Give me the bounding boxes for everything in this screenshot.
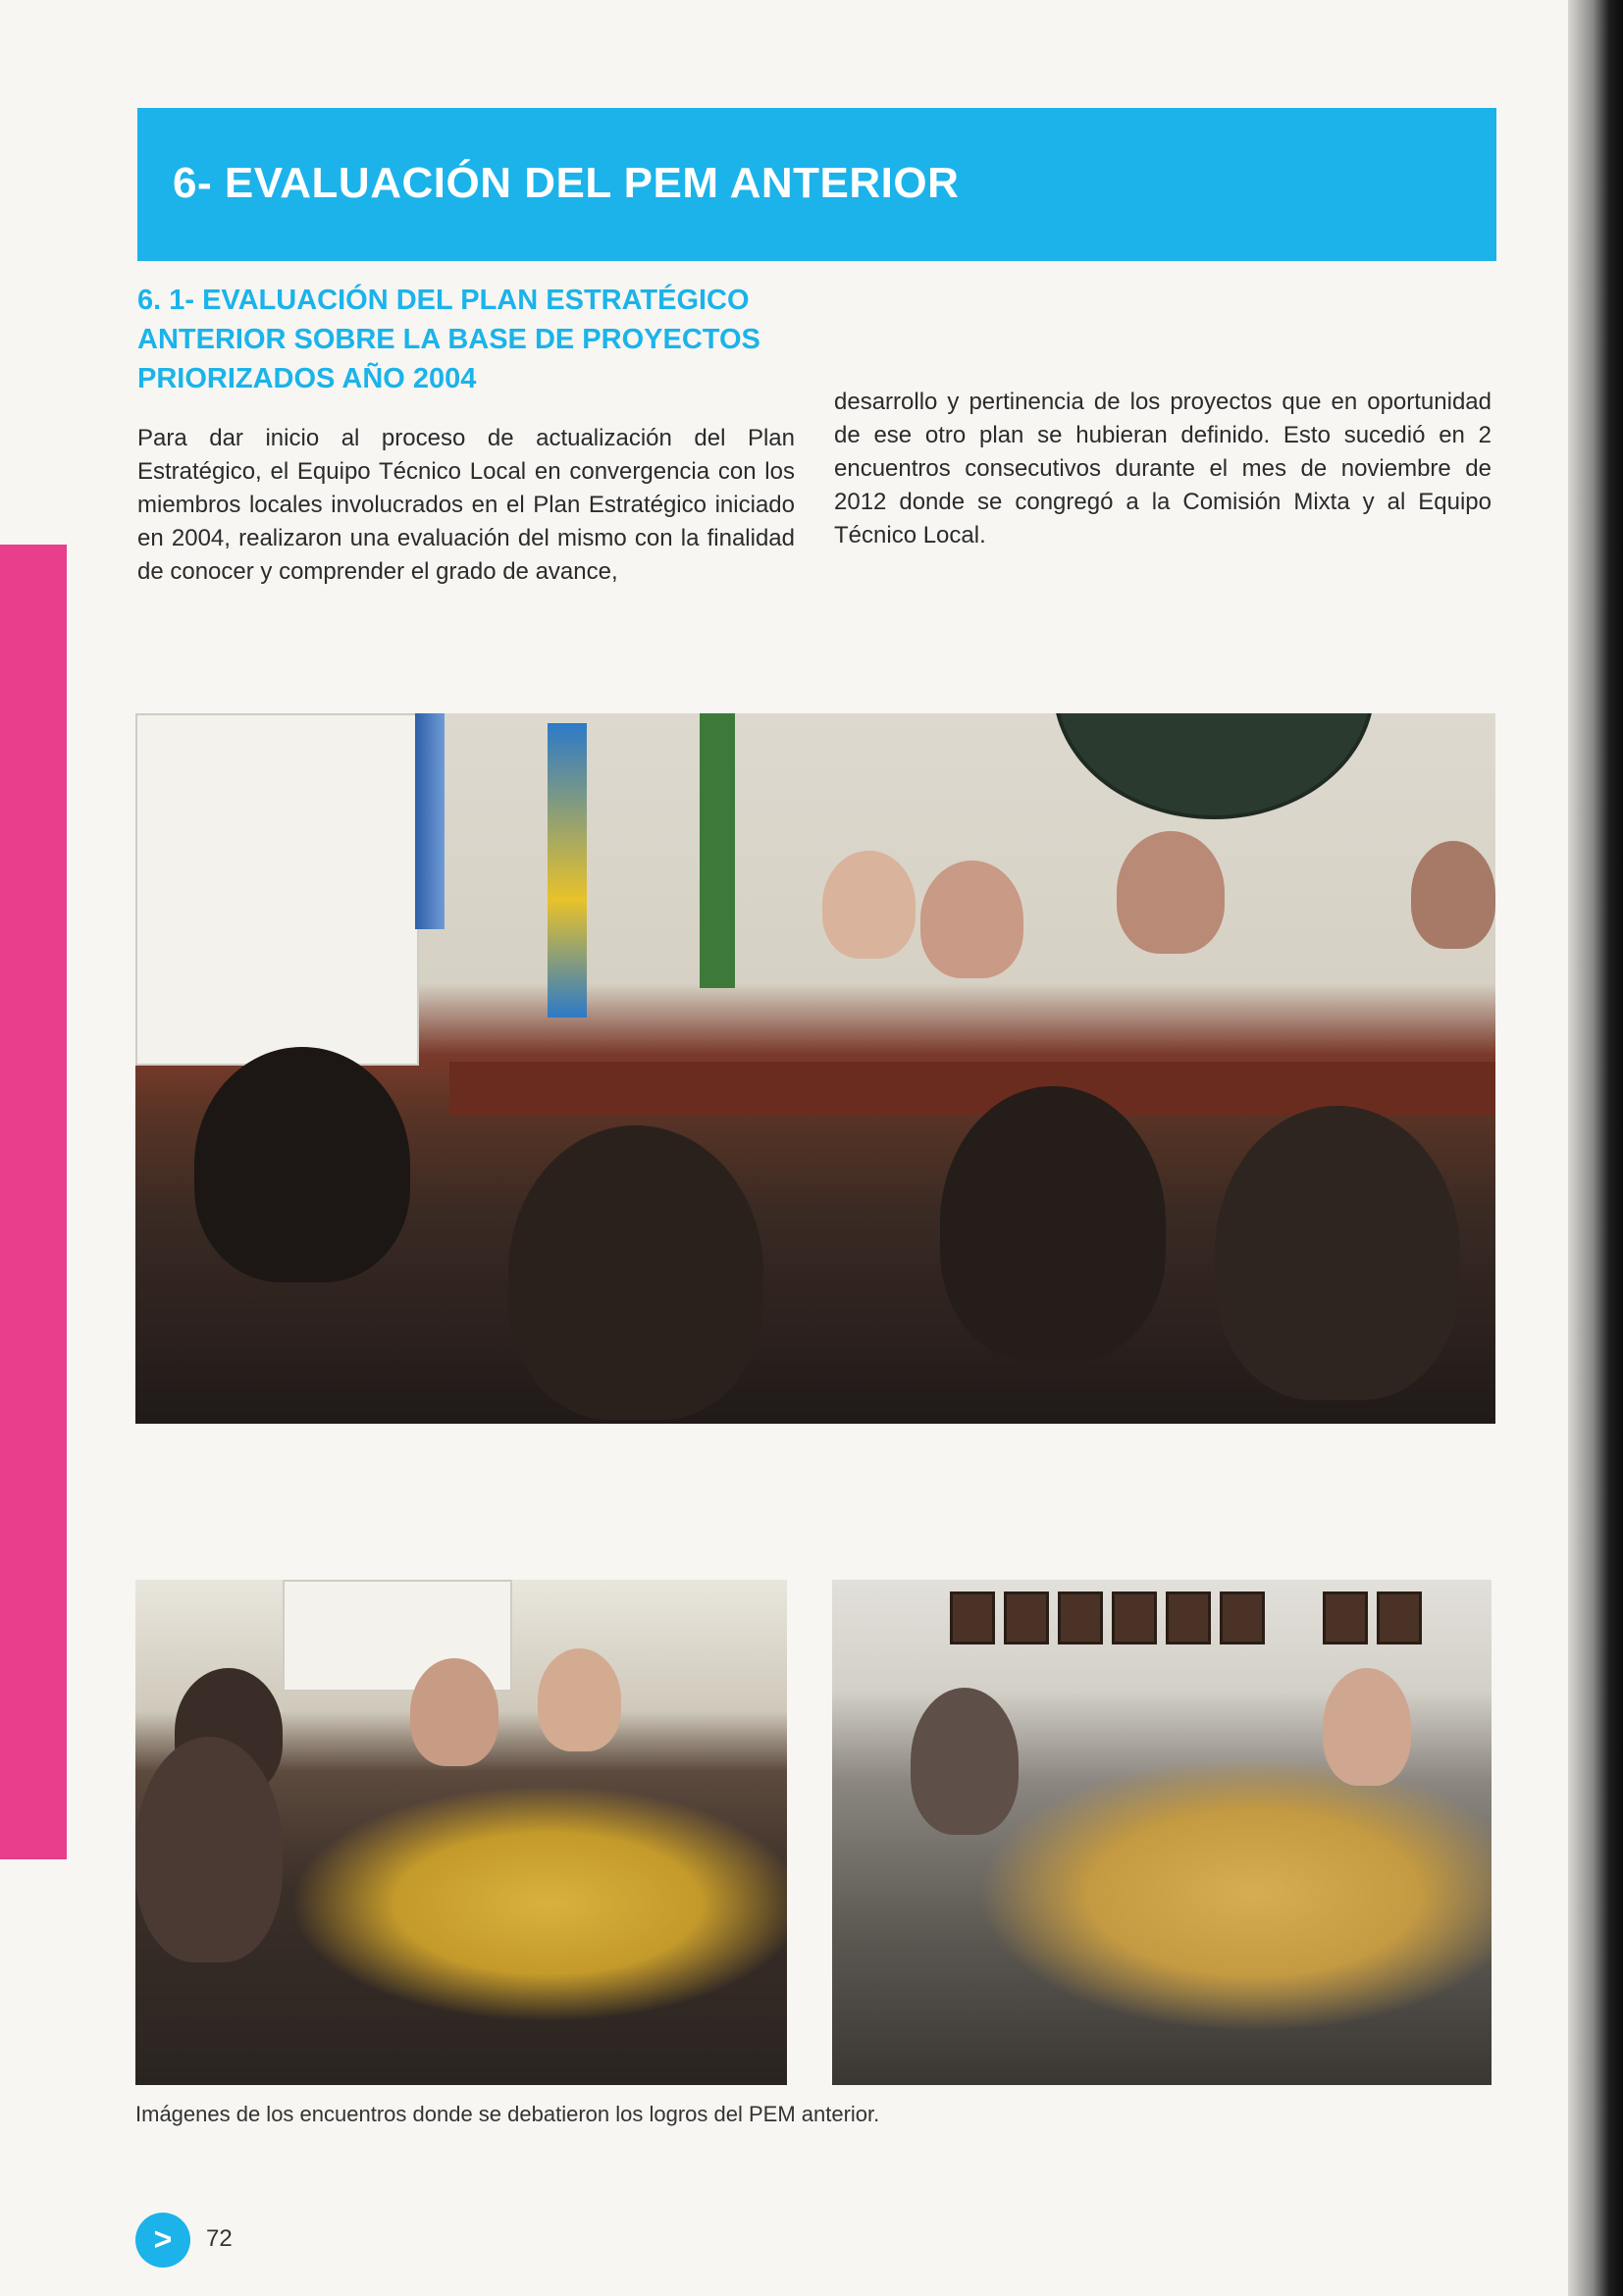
panelist — [822, 851, 916, 959]
panelist — [1411, 841, 1495, 949]
pink-side-tab — [0, 545, 67, 1859]
wall-portrait — [950, 1592, 995, 1644]
flag — [415, 713, 445, 929]
participant — [410, 1658, 498, 1766]
institution-seal — [1053, 713, 1375, 819]
participant — [538, 1648, 621, 1751]
page-number: 72 — [206, 2225, 233, 2252]
chapter-title: 6- EVALUACIÓN DEL PEM ANTERIOR — [173, 159, 960, 207]
audience-member — [1215, 1106, 1460, 1400]
photo-meeting-panel — [135, 713, 1495, 1424]
photo-meeting-round-table-2 — [832, 1580, 1492, 2085]
body-paragraph-right: desarrollo y pertinencia de los proyectos que en oportunidad de ese otro plan se hubieran definido. Esto sucedió en 2 encuentros consecutivos durante el mes de noviembre de 2012 donde se congregó a la Comisión Mixta y al Equipo Técnico Local. — [834, 389, 1492, 548]
page-binding-shadow — [1568, 0, 1623, 2296]
wall-portrait — [1112, 1592, 1157, 1644]
wall-portrait — [1377, 1592, 1422, 1644]
section-heading: 6. 1- EVALUACIÓN DEL PLAN ESTRATÉGICO ANTERIOR SOBRE LA BASE DE PROYECTOS PRIORIZADOS AÑO 2004 — [137, 285, 760, 394]
participant — [135, 1737, 283, 1962]
whiteboard — [135, 713, 419, 1066]
audience-member — [940, 1086, 1166, 1361]
banner — [700, 713, 735, 988]
chapter-header — [137, 108, 1496, 261]
next-page-arrow-icon: > — [135, 2213, 190, 2268]
flag — [548, 723, 587, 1018]
audience-member — [194, 1047, 410, 1282]
photo-meeting-round-table-1 — [135, 1580, 787, 2085]
audience-member — [508, 1125, 763, 1420]
photo-caption: Imágenes de los encuentros donde se debatieron los logros del PEM anterior. — [135, 2102, 880, 2126]
wall-portrait — [1323, 1592, 1368, 1644]
panelist — [920, 861, 1023, 978]
wall-portrait — [1220, 1592, 1265, 1644]
participant — [1323, 1668, 1411, 1786]
wall-portrait — [1004, 1592, 1049, 1644]
wall-portrait — [1166, 1592, 1211, 1644]
panelist — [1117, 831, 1225, 954]
body-paragraph-left: Para dar inicio al proceso de actualización del Plan Estratégico, el Equipo Técnico Local en convergencia con los miembros locales involucrados en el Plan Estratégico iniciado en 2004, realizaron una evaluación del mismo con la finalidad de conocer y comprender el grado de avance, — [137, 425, 795, 585]
participant — [911, 1688, 1019, 1835]
wall-portrait — [1058, 1592, 1103, 1644]
